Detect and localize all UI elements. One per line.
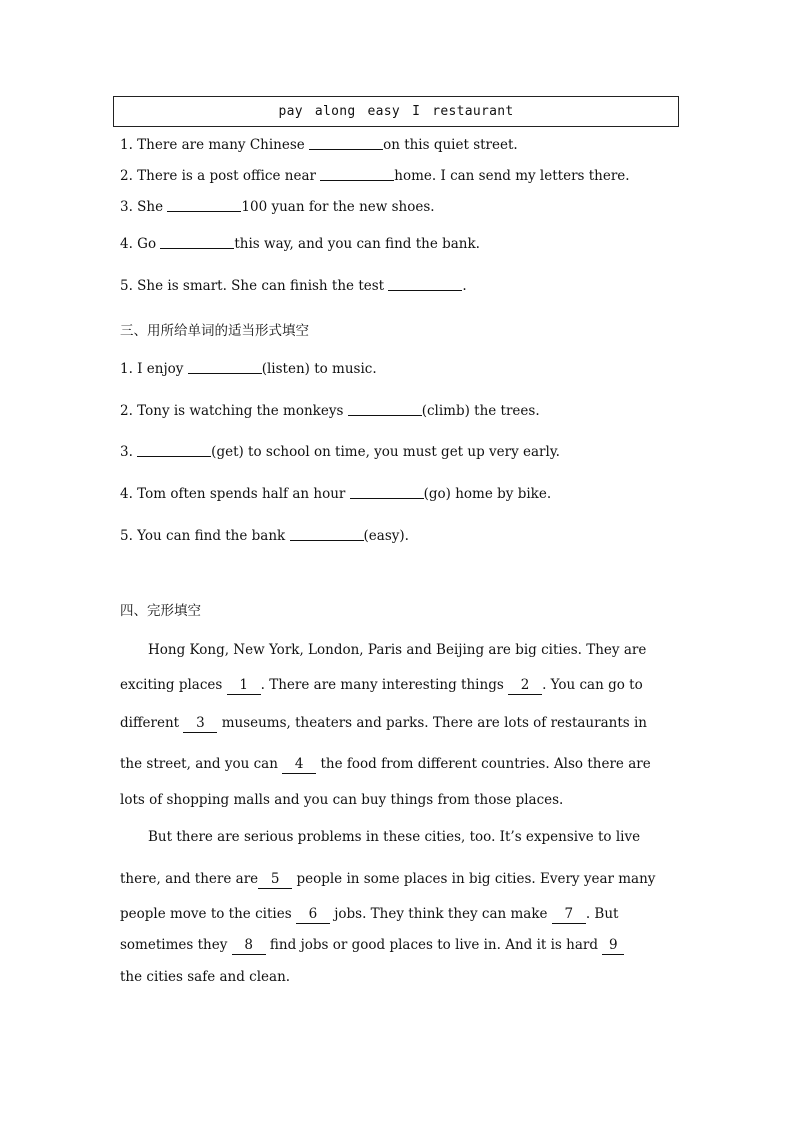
cloze-line <box>120 871 680 889</box>
cloze-blank-2[interactable]: 2 <box>508 679 542 695</box>
word-bank-item: I <box>412 104 421 119</box>
answer-blank[interactable] <box>350 497 424 499</box>
cloze-text: different <box>120 715 184 731</box>
answer-blank[interactable] <box>309 148 383 150</box>
cloze-line <box>120 937 680 955</box>
s3-question-4 <box>120 486 551 502</box>
cloze-text: lots of shopping malls and you can buy things from those places. <box>120 792 564 808</box>
cloze-blank-8[interactable]: 8 <box>232 939 266 955</box>
cloze-text: museums, theaters and parks. There are lots of restaurants in <box>217 715 647 731</box>
cloze-line <box>120 792 680 808</box>
answer-blank[interactable] <box>137 455 211 457</box>
cloze-line <box>120 677 680 695</box>
question-text: 2. Tony is watching the monkeys <box>120 403 348 419</box>
question-text: 3. She <box>120 199 168 215</box>
cloze-text: sometimes they <box>120 937 232 953</box>
s2-question-5 <box>120 278 467 294</box>
s3-question-3 <box>120 444 560 460</box>
answer-blank[interactable] <box>388 289 462 291</box>
cloze-text: . But <box>585 906 619 922</box>
cloze-text: the food from different countries. Also there are <box>316 756 651 772</box>
cloze-blank-7[interactable]: 7 <box>552 908 586 924</box>
section-4-heading: 四、完形填空 <box>120 603 201 619</box>
question-text: (climb) the trees. <box>421 403 540 419</box>
cloze-line <box>120 969 680 985</box>
answer-blank[interactable] <box>290 539 364 541</box>
question-text: 1. I enjoy <box>120 361 188 377</box>
answer-blank[interactable] <box>348 414 422 416</box>
answer-blank[interactable] <box>320 179 394 181</box>
cloze-blank-9[interactable]: 9 <box>602 939 624 955</box>
cloze-blank-6[interactable]: 6 <box>296 908 330 924</box>
cloze-text: the street, and you can <box>120 756 283 772</box>
cloze-text: Hong Kong, New York, London, Paris and Beijing are big cities. They are <box>148 642 647 658</box>
answer-blank[interactable] <box>167 210 241 212</box>
word-bank-box <box>113 96 679 127</box>
question-text: (get) to school on time, you must get up very early. <box>211 444 560 460</box>
question-text: 4. Go <box>120 236 161 252</box>
word-bank-item: pay <box>278 104 303 119</box>
cloze-text: . You can go to <box>542 677 643 693</box>
cloze-line <box>120 756 680 774</box>
question-text: 4. Tom often spends half an hour <box>120 486 350 502</box>
question-text: 5. She is smart. She can finish the test <box>120 278 389 294</box>
s2-question-2 <box>120 168 630 184</box>
section-3-heading: 三、用所给单词的适当形式填空 <box>120 323 309 339</box>
s3-question-1 <box>120 361 377 377</box>
question-text: on this quiet street. <box>383 137 518 153</box>
cloze-text: . There are many interesting things <box>260 677 509 693</box>
cloze-line <box>148 642 708 658</box>
cloze-text: find jobs or good places to live in. And it is hard <box>265 937 603 953</box>
cloze-text: exciting places <box>120 677 227 693</box>
s3-question-2 <box>120 403 540 419</box>
question-text: 5. You can find the bank <box>120 528 290 544</box>
question-text: 1. There are many Chinese <box>120 137 310 153</box>
word-bank-item: easy <box>367 104 401 119</box>
s2-question-4 <box>120 236 480 252</box>
cloze-blank-4[interactable]: 4 <box>282 758 316 774</box>
question-text: (go) home by bike. <box>423 486 552 502</box>
cloze-line <box>148 829 708 845</box>
cloze-blank-3[interactable]: 3 <box>183 717 217 733</box>
question-text: this way, and you can find the bank. <box>234 236 480 252</box>
cloze-line <box>120 906 680 924</box>
cloze-blank-5[interactable]: 5 <box>258 873 292 889</box>
cloze-text: people move to the cities <box>120 906 296 922</box>
question-text: (listen) to music. <box>261 361 377 377</box>
question-text: 2. There is a post office near <box>120 168 321 184</box>
s2-question-1 <box>120 137 518 153</box>
cloze-blank-1[interactable]: 1 <box>227 679 261 695</box>
cloze-text: there, and there are <box>120 871 259 887</box>
cloze-line <box>120 715 680 733</box>
cloze-text: the cities safe and clean. <box>120 969 291 985</box>
question-text: 3. <box>120 444 138 460</box>
s2-question-3 <box>120 199 435 215</box>
answer-blank[interactable] <box>160 247 234 249</box>
word-bank-item: along <box>314 104 356 119</box>
question-text: . <box>462 278 467 294</box>
cloze-text: people in some places in big cities. Every year many <box>292 871 656 887</box>
cloze-text: jobs. They think they can make <box>329 906 552 922</box>
answer-blank[interactable] <box>188 372 262 374</box>
s3-question-5 <box>120 528 409 544</box>
cloze-text: But there are serious problems in these cities, too. It’s expensive to live <box>148 829 641 845</box>
question-text: (easy). <box>363 528 409 544</box>
question-text: 100 yuan for the new shoes. <box>241 199 435 215</box>
question-text: home. I can send my letters there. <box>394 168 630 184</box>
word-bank-item: restaurant <box>432 104 514 119</box>
